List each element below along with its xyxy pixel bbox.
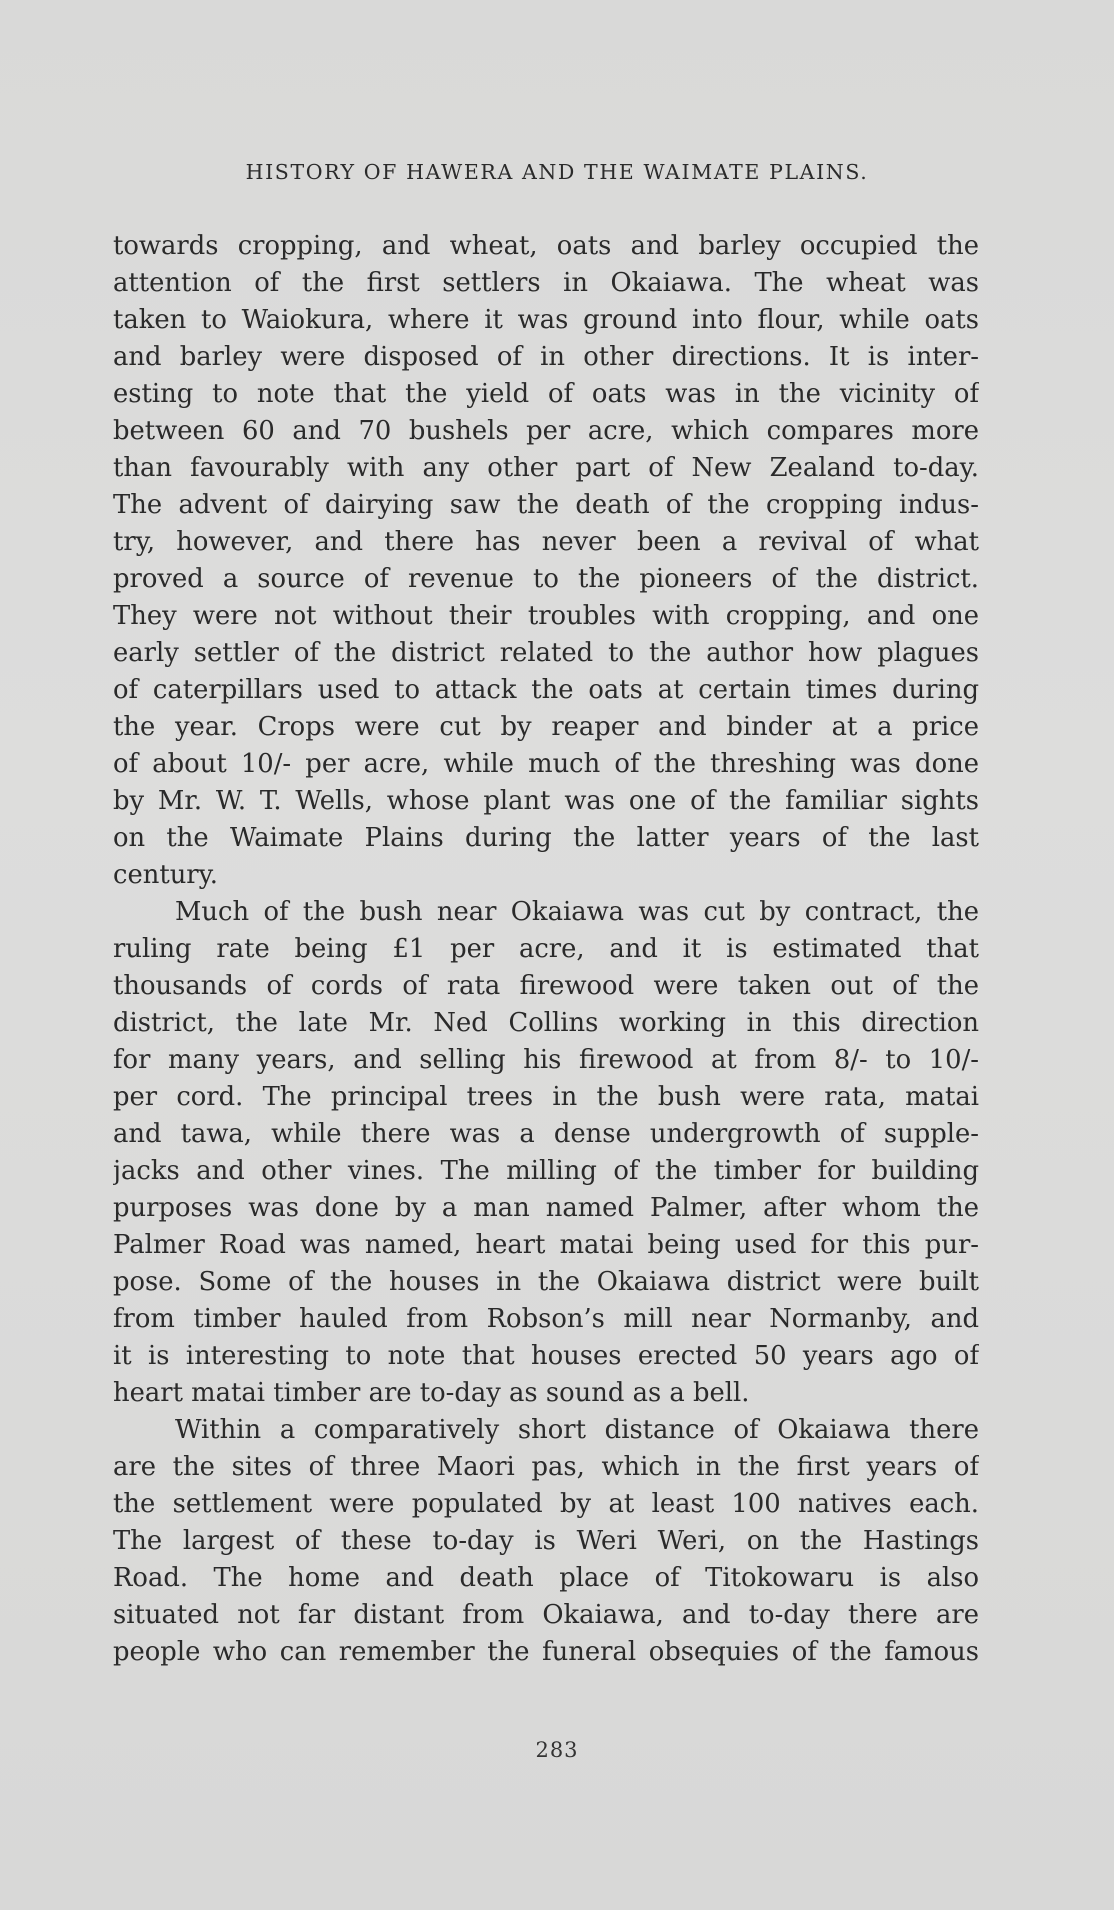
text-line: early settler of the district related to the author how plagues — [113, 638, 979, 668]
text-line: than favourably with any other part of New Zealand to-day. — [113, 453, 979, 483]
text-line: of about 10/- per acre, while much of the threshing was done — [113, 749, 979, 779]
text-line: century. — [113, 860, 218, 890]
text-line: proved a source of revenue to the pioneers of the district. — [113, 564, 979, 594]
paragraph — [113, 1412, 979, 1671]
text-line: ruling rate being £1 per acre, and it is estimated that — [113, 934, 979, 964]
text-line: between 60 and 70 bushels per acre, which compares more — [113, 416, 979, 446]
paragraph — [113, 228, 979, 894]
running-head: HISTORY OF HAWERA AND THE WAIMATE PLAINS. — [245, 160, 869, 184]
page-number: 283 — [535, 1738, 579, 1762]
text-line: towards cropping, and wheat, oats and barley occupied the — [113, 231, 979, 261]
text-line: on the Waimate Plains during the latter years of the last — [113, 823, 979, 853]
text-line: thousands of cords of rata firewood were taken out of the — [113, 971, 979, 1001]
text-line: per cord. The principal trees in the bush were rata, matai — [113, 1082, 979, 1112]
text-line: The advent of dairying saw the death of the cropping indus- — [113, 490, 979, 520]
text-line: situated not far distant from Okaiawa, and to-day there are — [113, 1600, 979, 1630]
paragraph — [113, 894, 979, 1412]
text-line: and tawa, while there was a dense undergrowth of supple- — [113, 1119, 979, 1149]
text-line: Within a comparatively short distance of Okaiawa there — [175, 1415, 979, 1445]
text-line: They were not without their troubles with cropping, and one — [113, 601, 979, 631]
text-line: jacks and other vines. The milling of the timber for building — [113, 1156, 979, 1186]
text-line: The largest of these to-day is Weri Weri, on the Hastings — [113, 1526, 979, 1556]
text-line: esting to note that the yield of oats was in the vicinity of — [113, 379, 979, 409]
text-line: heart matai timber are to-day as sound as a bell. — [113, 1378, 750, 1408]
text-line: the year. Crops were cut by reaper and binder at a price — [113, 712, 979, 742]
text-line: Road. The home and death place of Titokowaru is also — [113, 1563, 979, 1593]
text-line: taken to Waiokura, where it was ground into flour, while oats — [113, 305, 979, 335]
text-line: pose. Some of the houses in the Okaiawa district were built — [113, 1267, 979, 1297]
text-line: are the sites of three Maori pas, which in the first years of — [113, 1452, 979, 1482]
text-line: attention of the first settlers in Okaiawa. The wheat was — [113, 268, 979, 298]
text-line: by Mr. W. T. Wells, whose plant was one of the familiar sights — [113, 786, 979, 816]
text-line: the settlement were populated by at least 100 natives each. — [113, 1489, 979, 1519]
text-line: try, however, and there has never been a revival of what — [113, 527, 979, 557]
text-line: and barley were disposed of in other directions. It is inter- — [113, 342, 979, 372]
text-line: Palmer Road was named, heart matai being used for this pur- — [113, 1230, 979, 1260]
text-line: purposes was done by a man named Palmer, after whom the — [113, 1193, 979, 1223]
text-line: it is interesting to note that houses erected 50 years ago of — [113, 1341, 979, 1371]
text-line: people who can remember the funeral obsequies of the famous — [113, 1637, 979, 1667]
text-line: Much of the bush near Okaiawa was cut by contract, the — [175, 897, 979, 927]
page-body — [113, 228, 979, 1671]
text-line: of caterpillars used to attack the oats at certain times during — [113, 675, 979, 705]
text-line: from timber hauled from Robson’s mill near Normanby, and — [113, 1304, 979, 1334]
text-line: district, the late Mr. Ned Collins working in this direction — [113, 1008, 979, 1038]
text-line: for many years, and selling his firewood at from 8/- to 10/- — [113, 1045, 979, 1075]
